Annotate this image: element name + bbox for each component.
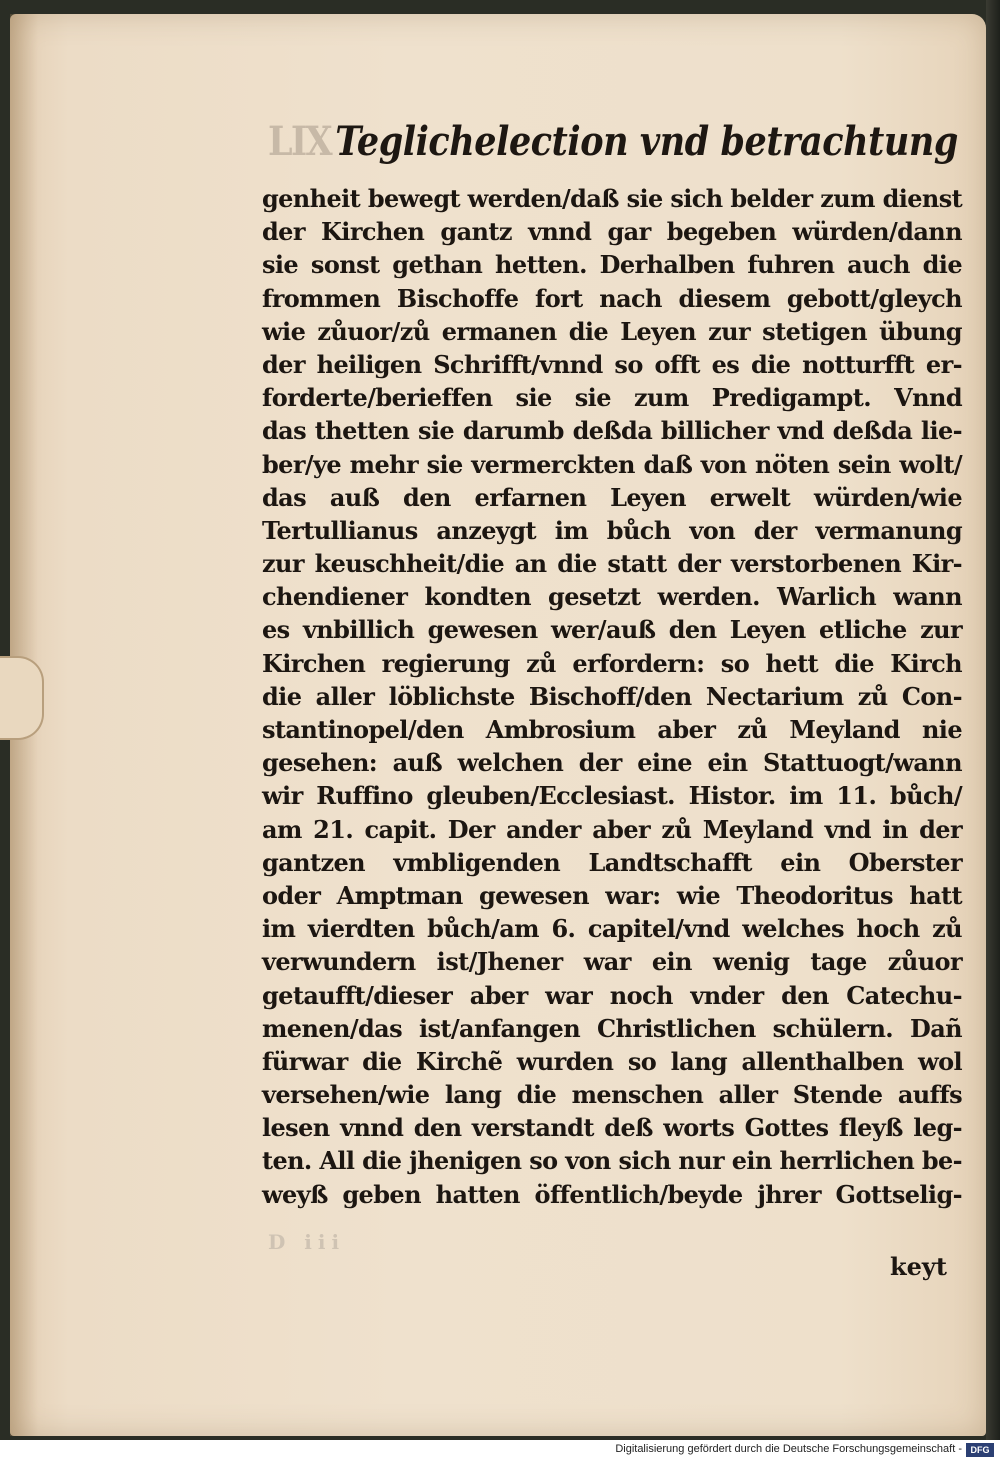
running-title: Teglichelection vnd betrachtung bbox=[335, 118, 958, 165]
text-line: menen/das ist/anfangen Christlichen schülern. Dañ bbox=[262, 1013, 962, 1043]
footer-credit: Digitalisierung gefördert durch die Deutsche Forschungsgemeinschaft - bbox=[615, 1443, 962, 1455]
text-line: gantzen vmbligenden Landtschafft ein Oberster bbox=[262, 847, 962, 877]
text-block bbox=[262, 182, 962, 1211]
text-line: es vnbillich gewesen wer/auß den Leyen etliche zur bbox=[262, 615, 962, 645]
footer-bar bbox=[0, 1440, 1000, 1461]
text-line: getaufft/dieser aber war noch vnder den Catechu- bbox=[262, 980, 962, 1010]
text-line: genheit bewegt werden/daß sie sich belder zum dienst bbox=[262, 184, 963, 213]
text-line: Kirchen regierung zů erfordern: so hett die Kirch bbox=[262, 648, 962, 678]
catchword: keyt bbox=[890, 1252, 947, 1281]
text-line: sie sonst gethan hetten. Derhalben fuhren auch die bbox=[262, 250, 962, 280]
text-line: am 21. capit. Der ander aber zů Meyland vnd in der bbox=[262, 814, 962, 844]
book-edge bbox=[986, 0, 1000, 1440]
folio-number: LIX bbox=[268, 118, 331, 165]
text-line: das auß den erfarnen Leyen erwelt würden/wie bbox=[262, 482, 962, 512]
text-line: wir Ruffino gleuben/Ecclesiast. Histor. im 11. bůch/ bbox=[262, 781, 962, 811]
text-line: der Kirchen gantz vnnd gar begeben würden/dann bbox=[262, 217, 962, 247]
text-line: zur keuschheit/die an die statt der verstorbenen Kir- bbox=[262, 549, 962, 579]
text-line: ten. All die jhenigen so von sich nur ein herrlichen be- bbox=[262, 1146, 962, 1176]
text-line: forderte/berieffen sie sie zum Predigampt. Vnnd bbox=[262, 383, 962, 413]
text-line: wie zůuor/zů ermanen die Leyen zur stetigen übung bbox=[262, 316, 962, 346]
dfg-logo-icon: DFG bbox=[966, 1443, 994, 1457]
text-line: der heiligen Schrifft/vnnd so offt es die notturfft er- bbox=[262, 349, 962, 379]
text-line: versehen/wie lang die menschen aller Stende auffs bbox=[262, 1080, 962, 1110]
text-line: verwundern ist/Jhener war ein wenig tage zůuor bbox=[262, 947, 962, 977]
bookmark-tab bbox=[0, 656, 44, 740]
text-line: chendiener kondten gesetzt werden. Warlich wann bbox=[262, 582, 962, 612]
text-line: lesen vnnd den verstandt deß worts Gottes fleyß leg- bbox=[262, 1113, 962, 1143]
text-line: stantinopel/den Ambrosium aber zů Meyland nie bbox=[262, 715, 962, 744]
text-line: oder Amptman gewesen war: wie Theodoritus hatt bbox=[262, 880, 962, 910]
text-line: das thetten sie darumb deßda billicher vnd deßda lie- bbox=[262, 416, 962, 446]
text-line: die aller löblichste Bischoff/den Nectarium zů Con- bbox=[262, 681, 962, 711]
signature-mark: D iii bbox=[268, 1230, 346, 1254]
text-line: Tertullianus anzeygt im bůch von der vermanung bbox=[262, 515, 962, 545]
text-line: weyß geben hatten öffentlich/beyde jhrer Gottselig- bbox=[262, 1179, 962, 1209]
text-line: ber/ye mehr sie vermerckten daß von nöten sein wolt/ bbox=[262, 449, 962, 479]
text-line: fürwar die Kirchẽ wurden so lang allenthalben wol bbox=[262, 1046, 962, 1076]
text-line: frommen Bischoffe fort nach diesem gebott/gleych bbox=[262, 283, 962, 313]
page-header bbox=[268, 118, 958, 178]
text-line: im vierdten bůch/am 6. capitel/vnd welches hoch zů bbox=[262, 914, 962, 944]
text-line: gesehen: auß welchen der eine ein Stattuogt/wann bbox=[262, 748, 962, 778]
